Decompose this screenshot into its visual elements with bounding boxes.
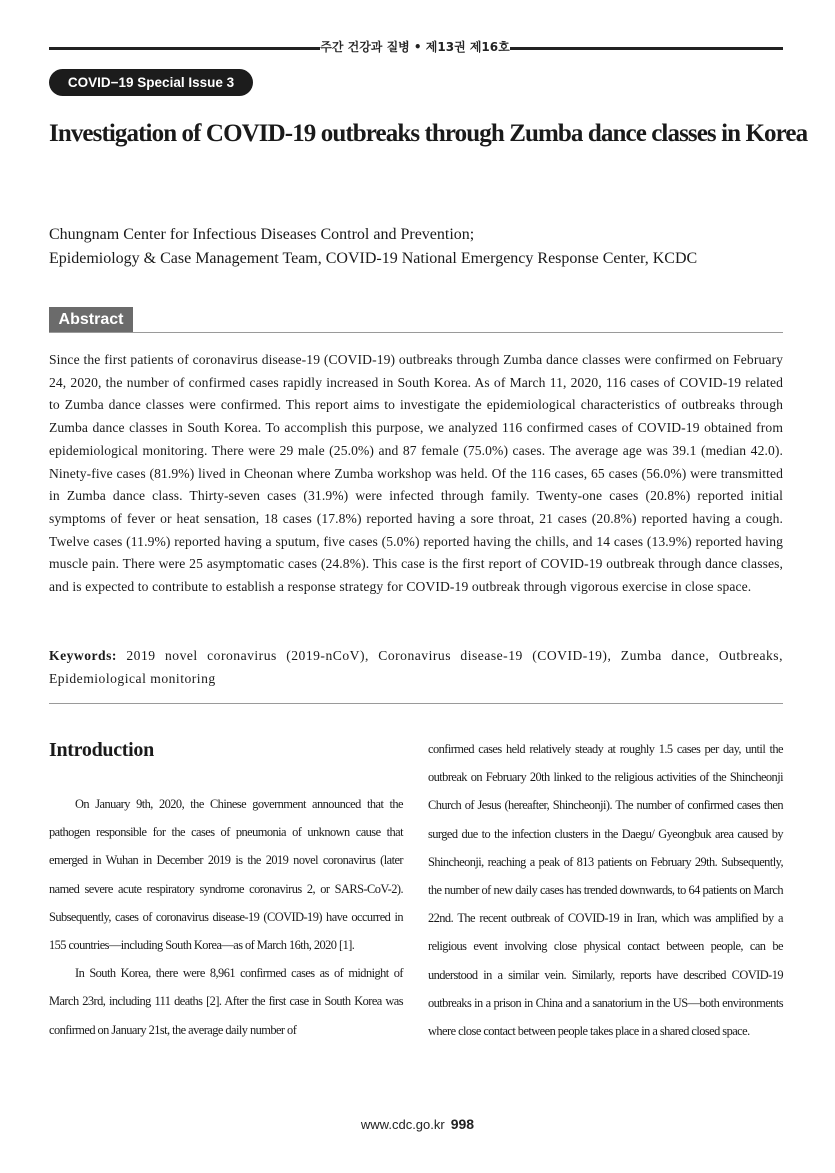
- journal-name: 주간 건강과 질병 • 제13권 제16호: [320, 40, 510, 54]
- section-divider: [49, 703, 783, 704]
- article-title: Investigation of COVID-19 outbreaks through Zumba dance classes in Korea: [49, 120, 808, 147]
- page-footer: [0, 1116, 835, 1132]
- intro-paragraph-1: On January 9th, 2020, the Chinese government announced that the pathogen responsible for the cases of pneumonia of unknown cause that emerged in Wuhan in December 2019 is the 2019 novel coronavirus (later named severe acute respiratory syndrome coronavirus 2, or SARS-CoV-2). Subsequently, cases of coronavirus disease-19 (COVID-19) have occurred in 155 countries—including South Korea—as of March 16th, 2020 [1].: [49, 797, 403, 953]
- intro-paragraph-3: confirmed cases held relatively steady at roughly 1.5 cases per day, until the outbreak on February 20th linked to the religious activities of the Shincheonji Church of Jesus (hereafter, Shincheonji). The number of confirmed cases then surged due to the infection clusters in the Daegu/ Gyeongbuk area caused by Shincheonji, reaching a peak of 813 patients on February 29th. Subsequently, the number of new daily cases has trended downwards, to 64 patients on March 22nd. The recent outbreak of COVID-19 in Iran, which was amplified by a religious event involving close physical contact between people, can be understood in a similar vein. Similarly, reports have described COVID-19 outbreaks in a prison in China and a sanatorium in the US—both environments where close contact between people takes place in a shared closed space.: [428, 742, 783, 1039]
- keywords-label: Keywords:: [49, 648, 117, 663]
- footer-url: www.cdc.go.kr: [360, 1117, 445, 1132]
- header-rule-left: [49, 47, 320, 50]
- header-rule-right: [510, 47, 783, 50]
- introduction-right-column: [428, 735, 783, 1045]
- keywords-list: 2019 novel coronavirus (2019-nCoV), Coronavirus disease-19 (COVID-19), Zumba dance, Outbreaks, Epidemiological monitoring: [49, 648, 783, 686]
- introduction-left-column: [49, 790, 403, 1044]
- introduction-heading: Introduction: [49, 739, 154, 761]
- abstract-text: Since the first patients of coronavirus disease-19 (COVID-19) outbreaks through Zumba dance classes were confirmed on February 24, 2020, the number of confirmed cases rapidly increased in South Korea. As of March 11, 2020, 116 cases of COVID-19 related to Zumba dance classes were confirmed. This report aims to investigate the epidemiological characteristics of outbreaks through Zumba dance classes in South Korea. To accomplish this purpose, we analyzed 116 confirmed cases of COVID-19 obtained from epidemiological monitoring. There were 29 male (25.0%) and 87 female (75.0%) cases. The average age was 39.1 (median 42.0). Ninety-five cases (81.9%) lived in Cheonan where Zumba workshop was held. Of the 116 cases, 65 cases (56.0%) were transmitted in Zumba dance class. Thirty-seven cases (31.9%) were infected through family. Twenty-one cases (20.8%) reported initial symptoms of fever or heat sensation, 18 cases (17.8%) reported having a sore throat, 21 cases (20.8%) reported having a cough. Twelve cases (11.9%) reported having a sputum, five cases (5.0%) reported having the chills, and 14 cases (13.9%) reported having muscle pain. There were 25 asymptomatic cases (24.8%). This case is the first report of COVID-19 outbreak through dance classes, and is expected to contribute to establish a response strategy for COVID-19 outbreak through vigorous exercise in close space.: [49, 352, 783, 595]
- special-issue-badge: COVID−19 Special Issue 3: [49, 69, 253, 96]
- intro-paragraph-2: In South Korea, there were 8,961 confirmed cases as of midnight of March 23rd, including 111 deaths [2]. After the first case in South Korea was confirmed on January 21st, the average daily number of: [49, 966, 403, 1037]
- affiliation-1: Chungnam Center for Infectious Diseases Control and Prevention;: [49, 226, 475, 243]
- keywords: [49, 645, 783, 690]
- affiliation-2: Epidemiology & Case Management Team, COVID-19 National Emergency Response Center, KCDC: [49, 250, 698, 267]
- page-number: 998: [450, 1116, 475, 1132]
- abstract-rule: [49, 332, 783, 333]
- abstract-label: Abstract: [49, 307, 133, 333]
